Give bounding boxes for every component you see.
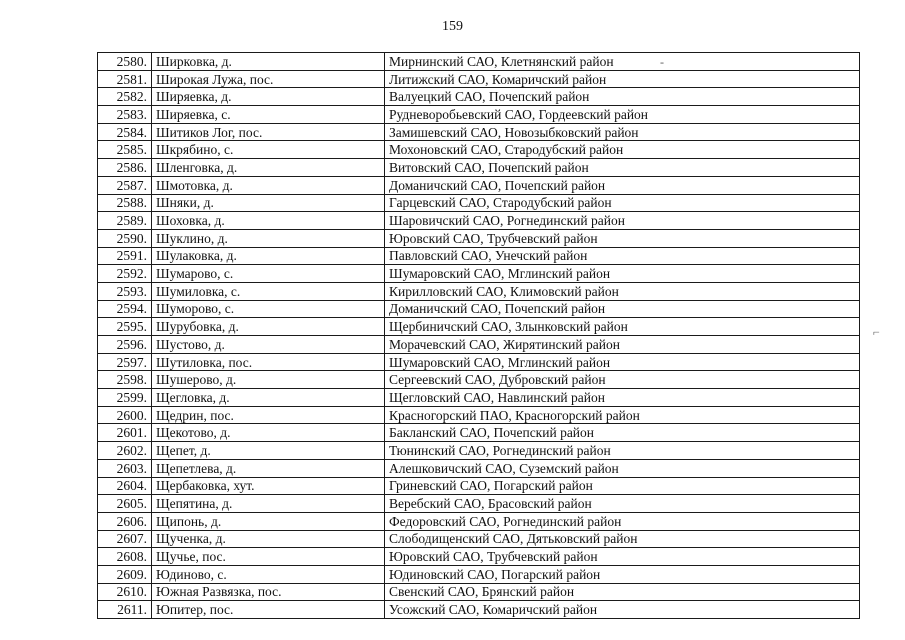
table-row — [98, 318, 860, 336]
table-row — [98, 194, 860, 212]
settlement-name: Ширяевка, с. — [152, 106, 385, 124]
table-row — [98, 159, 860, 177]
settlement-name: Юдиново, с. — [152, 565, 385, 583]
table-row — [98, 371, 860, 389]
row-number: 2584. — [98, 123, 152, 141]
row-number: 2595. — [98, 318, 152, 336]
district-name: Морачевский САО, Жирятинский район — [385, 336, 860, 354]
row-number: 2596. — [98, 336, 152, 354]
row-number: 2585. — [98, 141, 152, 159]
district-name: Красногорский ПАО, Красногорский район — [385, 406, 860, 424]
row-number: 2603. — [98, 459, 152, 477]
settlement-name: Ширяевка, д. — [152, 88, 385, 106]
settlement-name: Щипонь, д. — [152, 512, 385, 530]
settlement-name: Юпитер, пос. — [152, 601, 385, 619]
settlements-table — [97, 52, 860, 619]
table-row — [98, 601, 860, 619]
district-name: Замишевский САО, Новозыбковский район — [385, 123, 860, 141]
table-row — [98, 442, 860, 460]
row-number: 2583. — [98, 106, 152, 124]
district-name: Витовский САО, Почепский район — [385, 159, 860, 177]
table-row — [98, 353, 860, 371]
row-number: 2609. — [98, 565, 152, 583]
row-number: 2591. — [98, 247, 152, 265]
table-row — [98, 389, 860, 407]
district-name: Шумаровский САО, Мглинский район — [385, 265, 860, 283]
row-number: 2610. — [98, 583, 152, 601]
page-number: 159 — [442, 19, 463, 34]
table-row — [98, 70, 860, 88]
row-number: 2581. — [98, 70, 152, 88]
table-row — [98, 565, 860, 583]
district-name: Валуецкий САО, Почепский район — [385, 88, 860, 106]
settlement-name: Щученка, д. — [152, 530, 385, 548]
row-number: 2593. — [98, 282, 152, 300]
table-row — [98, 176, 860, 194]
table-row — [98, 265, 860, 283]
district-name: Тюнинский САО, Рогнединский район — [385, 442, 860, 460]
table-row — [98, 406, 860, 424]
settlement-name: Щепятина, д. — [152, 495, 385, 513]
table-row — [98, 300, 860, 318]
row-number: 2606. — [98, 512, 152, 530]
table-row — [98, 212, 860, 230]
district-name: Слободищенский САО, Дятьковский район — [385, 530, 860, 548]
district-name: Шаровичский САО, Рогнединский район — [385, 212, 860, 230]
settlement-name: Щепетлева, д. — [152, 459, 385, 477]
row-number: 2598. — [98, 371, 152, 389]
settlement-name: Щегловка, д. — [152, 389, 385, 407]
table-row — [98, 530, 860, 548]
table-row — [98, 53, 860, 71]
table-row — [98, 548, 860, 566]
table-row — [98, 583, 860, 601]
settlement-name: Шустово, д. — [152, 336, 385, 354]
row-number: 2586. — [98, 159, 152, 177]
row-number: 2599. — [98, 389, 152, 407]
district-name: Павловский САО, Унечский район — [385, 247, 860, 265]
table-row — [98, 424, 860, 442]
settlement-name: Шурубовка, д. — [152, 318, 385, 336]
settlement-name: Шулаковка, д. — [152, 247, 385, 265]
settlement-name: Шуклино, д. — [152, 229, 385, 247]
table-row — [98, 282, 860, 300]
district-name: Доманичский САО, Почепский район — [385, 300, 860, 318]
district-name: Сергеевский САО, Дубровский район — [385, 371, 860, 389]
district-name: Свенский САО, Брянский район — [385, 583, 860, 601]
district-name: Шумаровский САО, Мглинский район — [385, 353, 860, 371]
table-row — [98, 495, 860, 513]
row-number: 2604. — [98, 477, 152, 495]
table-row — [98, 141, 860, 159]
district-name: Щербиничский САО, Злынковский район — [385, 318, 860, 336]
settlement-name: Шитиков Лог, пос. — [152, 123, 385, 141]
settlement-name: Шутиловка, пос. — [152, 353, 385, 371]
settlement-name: Шоховка, д. — [152, 212, 385, 230]
settlement-name: Шумиловка, с. — [152, 282, 385, 300]
settlement-name: Щедрин, пос. — [152, 406, 385, 424]
settlement-name: Шумарово, с. — [152, 265, 385, 283]
row-number: 2611. — [98, 601, 152, 619]
district-name: Литижский САО, Комаричский район — [385, 70, 860, 88]
settlement-name: Шушерово, д. — [152, 371, 385, 389]
table-row — [98, 477, 860, 495]
row-number: 2597. — [98, 353, 152, 371]
table-row — [98, 512, 860, 530]
table-row — [98, 88, 860, 106]
district-name: Гриневский САО, Погарский район — [385, 477, 860, 495]
row-number: 2608. — [98, 548, 152, 566]
settlement-name: Щекотово, д. — [152, 424, 385, 442]
row-number: 2605. — [98, 495, 152, 513]
district-name: Веребский САО, Брасовский район — [385, 495, 860, 513]
district-name: Мохоновский САО, Стародубский район — [385, 141, 860, 159]
settlement-name: Шкрябино, с. — [152, 141, 385, 159]
district-name: Щегловский САО, Навлинский район — [385, 389, 860, 407]
row-number: 2582. — [98, 88, 152, 106]
settlement-name: Щербаковка, хут. — [152, 477, 385, 495]
district-name: Рудневоробьевский САО, Гордеевский район — [385, 106, 860, 124]
settlement-name: Шленговка, д. — [152, 159, 385, 177]
settlement-name: Шуморово, с. — [152, 300, 385, 318]
row-number: 2580. — [98, 53, 152, 71]
scan-mark: ⌐ — [873, 325, 880, 339]
district-name: Юровский САО, Трубчевский район — [385, 548, 860, 566]
district-name: Федоровский САО, Рогнединский район — [385, 512, 860, 530]
scan-mark: - — [660, 55, 664, 69]
district-name: Усожский САО, Комаричский район — [385, 601, 860, 619]
district-name: Мирнинский САО, Клетнянский район — [385, 53, 860, 71]
district-name: Юдиновский САО, Погарский район — [385, 565, 860, 583]
table-row — [98, 336, 860, 354]
table-row — [98, 106, 860, 124]
table-row — [98, 229, 860, 247]
district-name: Гарцевский САО, Стародубский район — [385, 194, 860, 212]
row-number: 2601. — [98, 424, 152, 442]
row-number: 2589. — [98, 212, 152, 230]
row-number: 2592. — [98, 265, 152, 283]
district-name: Бакланский САО, Почепский район — [385, 424, 860, 442]
settlement-name: Шмотовка, д. — [152, 176, 385, 194]
settlement-name: Шняки, д. — [152, 194, 385, 212]
district-name: Доманичский САО, Почепский район — [385, 176, 860, 194]
settlement-name: Широкая Лужа, пос. — [152, 70, 385, 88]
settlement-name: Щепет, д. — [152, 442, 385, 460]
row-number: 2607. — [98, 530, 152, 548]
settlement-name: Южная Развязка, пос. — [152, 583, 385, 601]
row-number: 2590. — [98, 229, 152, 247]
district-name: Юровский САО, Трубчевский район — [385, 229, 860, 247]
district-name: Кирилловский САО, Климовский район — [385, 282, 860, 300]
table-row — [98, 247, 860, 265]
settlement-name: Щучье, пос. — [152, 548, 385, 566]
table-row — [98, 123, 860, 141]
row-number: 2600. — [98, 406, 152, 424]
row-number: 2587. — [98, 176, 152, 194]
row-number: 2602. — [98, 442, 152, 460]
district-name: Алешковичский САО, Суземский район — [385, 459, 860, 477]
settlement-name: Ширковка, д. — [152, 53, 385, 71]
row-number: 2594. — [98, 300, 152, 318]
row-number: 2588. — [98, 194, 152, 212]
table-body — [98, 53, 860, 619]
table-row — [98, 459, 860, 477]
